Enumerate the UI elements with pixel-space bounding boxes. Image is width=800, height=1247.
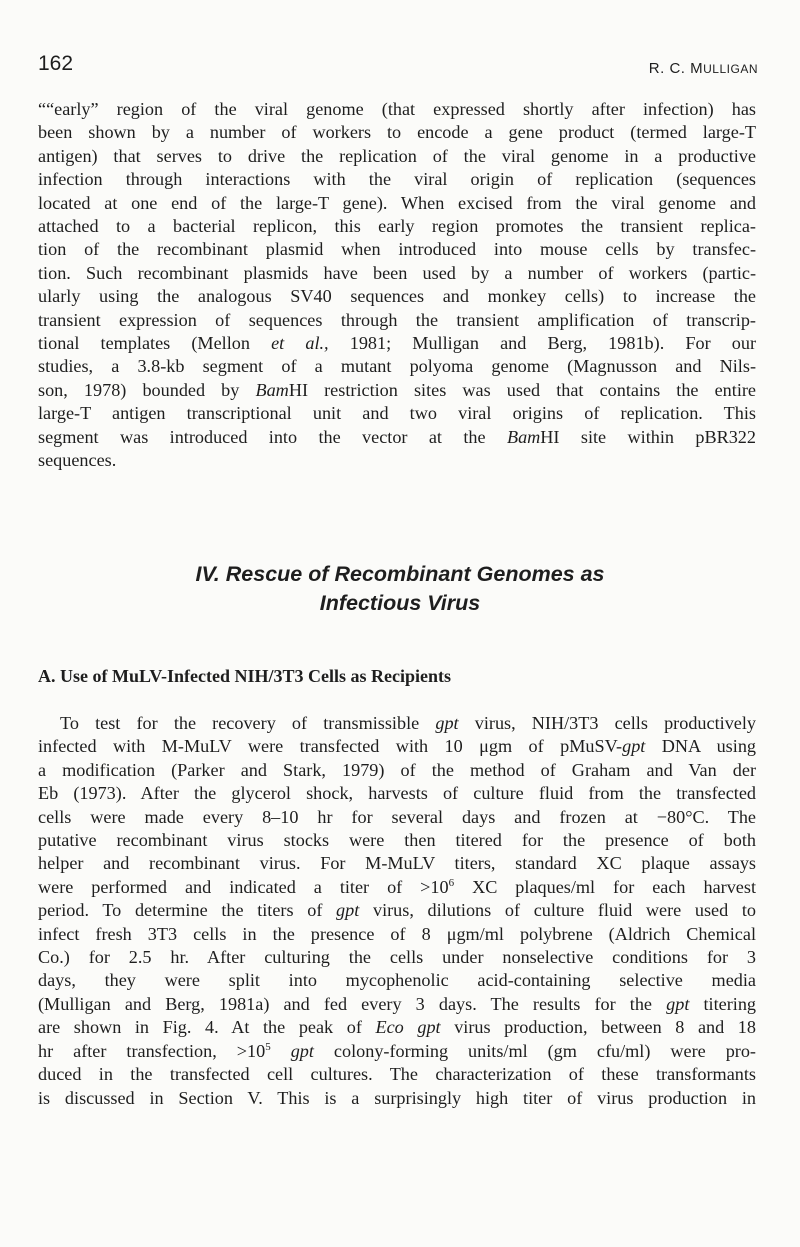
text-line: Eb (1973). After the glycerol shock, harvests of culture fluid from the transfected bbox=[38, 783, 756, 804]
text-line: helper and recombinant virus. For M-MuLV titers, standard XC plaque assays bbox=[38, 853, 756, 874]
text-line: infection through interactions with the viral origin of replication (sequences bbox=[38, 169, 756, 190]
text-line: were performed and indicated a titer of $>10^6$ XC plaques/ml for each harvest bbox=[38, 876, 756, 897]
text-line: is discussed in Section V. This is a surprisingly high titer of virus production in bbox=[38, 1087, 756, 1108]
text-line: studies, a 3.8-kb segment of a mutant polyoma genome (Magnusson and Nils- bbox=[38, 356, 756, 377]
text-line: ularly using the analogous SV40 sequences and monkey cells) to increase the bbox=[38, 286, 756, 307]
text-line: duced in the transfected cell cultures. The characterization of these transformants bbox=[38, 1064, 756, 1085]
text-line: Co.) for 2.5 hr. After culturing the cells under nonselective conditions for 3 bbox=[38, 947, 756, 968]
text-line: infect fresh 3T3 cells in the presence of 8 μgm/ml polybrene (Aldrich Chemical bbox=[38, 923, 756, 944]
text-line: son, 1978) bounded by BamHI restriction sites was used that contains the entire bbox=[38, 379, 757, 400]
text-line: been shown by a number of workers to encode a gene product (termed large-T bbox=[38, 122, 756, 143]
text-line: infected with M-MuLV were transfected with 10 μgm of pMuSV-gpt DNA using bbox=[38, 736, 757, 757]
text-line: are shown in Fig. 4. At the peak of Eco gpt virus production, between 8 and 18 bbox=[38, 1017, 756, 1038]
text-line: tion. Such recombinant plasmids have been used by a number of workers (partic- bbox=[38, 262, 756, 283]
text-line: putative recombinant virus stocks were then titered for the presence of both bbox=[38, 830, 756, 851]
text-line: antigen) that serves to drive the replication of the viral genome in a productive bbox=[38, 145, 756, 166]
subsection-heading: A. Use of MuLV-Infected NIH/3T3 Cells as Recipients bbox=[38, 666, 451, 686]
text-line: segment was introduced into the vector at the BamHI site within pBR322 bbox=[38, 426, 756, 447]
text-line: large-T antigen transcriptional unit and two viral origins of replication. This bbox=[38, 403, 756, 424]
text-line: To test for the recovery of transmissible gpt virus, NIH/3T3 cells productively bbox=[60, 713, 757, 733]
text-line: a modification (Parker and Stark, 1979) of the method of Graham and Van der bbox=[38, 759, 756, 780]
running-head: R. C. MULLIGAN bbox=[648, 60, 758, 77]
enzyme-name-italic: Bam bbox=[255, 379, 289, 400]
page-number: 162 bbox=[38, 52, 74, 75]
paragraph-methods bbox=[38, 712, 756, 1110]
text-line: located at one end of the large-T gene). When excised from the viral genome and bbox=[38, 192, 756, 213]
text-line: sequences. bbox=[38, 450, 117, 471]
paragraph-continuation bbox=[38, 98, 756, 473]
text-line: period. To determine the titers of gpt virus, dilutions of culture fluid were used to bbox=[38, 900, 757, 921]
section-heading: IV. Rescue of Recombinant Genomes as Infectious Virus bbox=[195, 562, 605, 615]
text-line: days, they were split into mycophenolic acid-containing selective media bbox=[38, 970, 756, 991]
text-line: tional templates (Mellon et al., 1981; Mulligan and Berg, 1981b). For our bbox=[38, 333, 756, 354]
text-line: cells were made every 8–10 hr for several days and frozen at −80°C. The bbox=[38, 806, 756, 827]
citation-et-al: et al., bbox=[271, 333, 329, 354]
text-line: hr after transfection, $>10^5$ gpt colony-forming units/ml (gm cfu/ml) were pro- bbox=[38, 1040, 756, 1061]
text-line: tion of the recombinant plasmid when introduced into mouse cells by transfec- bbox=[38, 239, 756, 260]
text-line: attached to a bacterial replicon, this early region promotes the transient replica- bbox=[38, 216, 756, 237]
text-line: (Mulligan and Berg, 1981a) and fed every 3 days. The results for the gpt titering bbox=[38, 993, 757, 1014]
page-header bbox=[38, 52, 758, 82]
text-line: transient expression of sequences through the transient amplification of transcrip- bbox=[38, 309, 756, 330]
text-line: ““early” region of the viral genome (that expressed shortly after infection) has bbox=[38, 99, 756, 119]
enzyme-name-italic: Bam bbox=[506, 426, 541, 447]
